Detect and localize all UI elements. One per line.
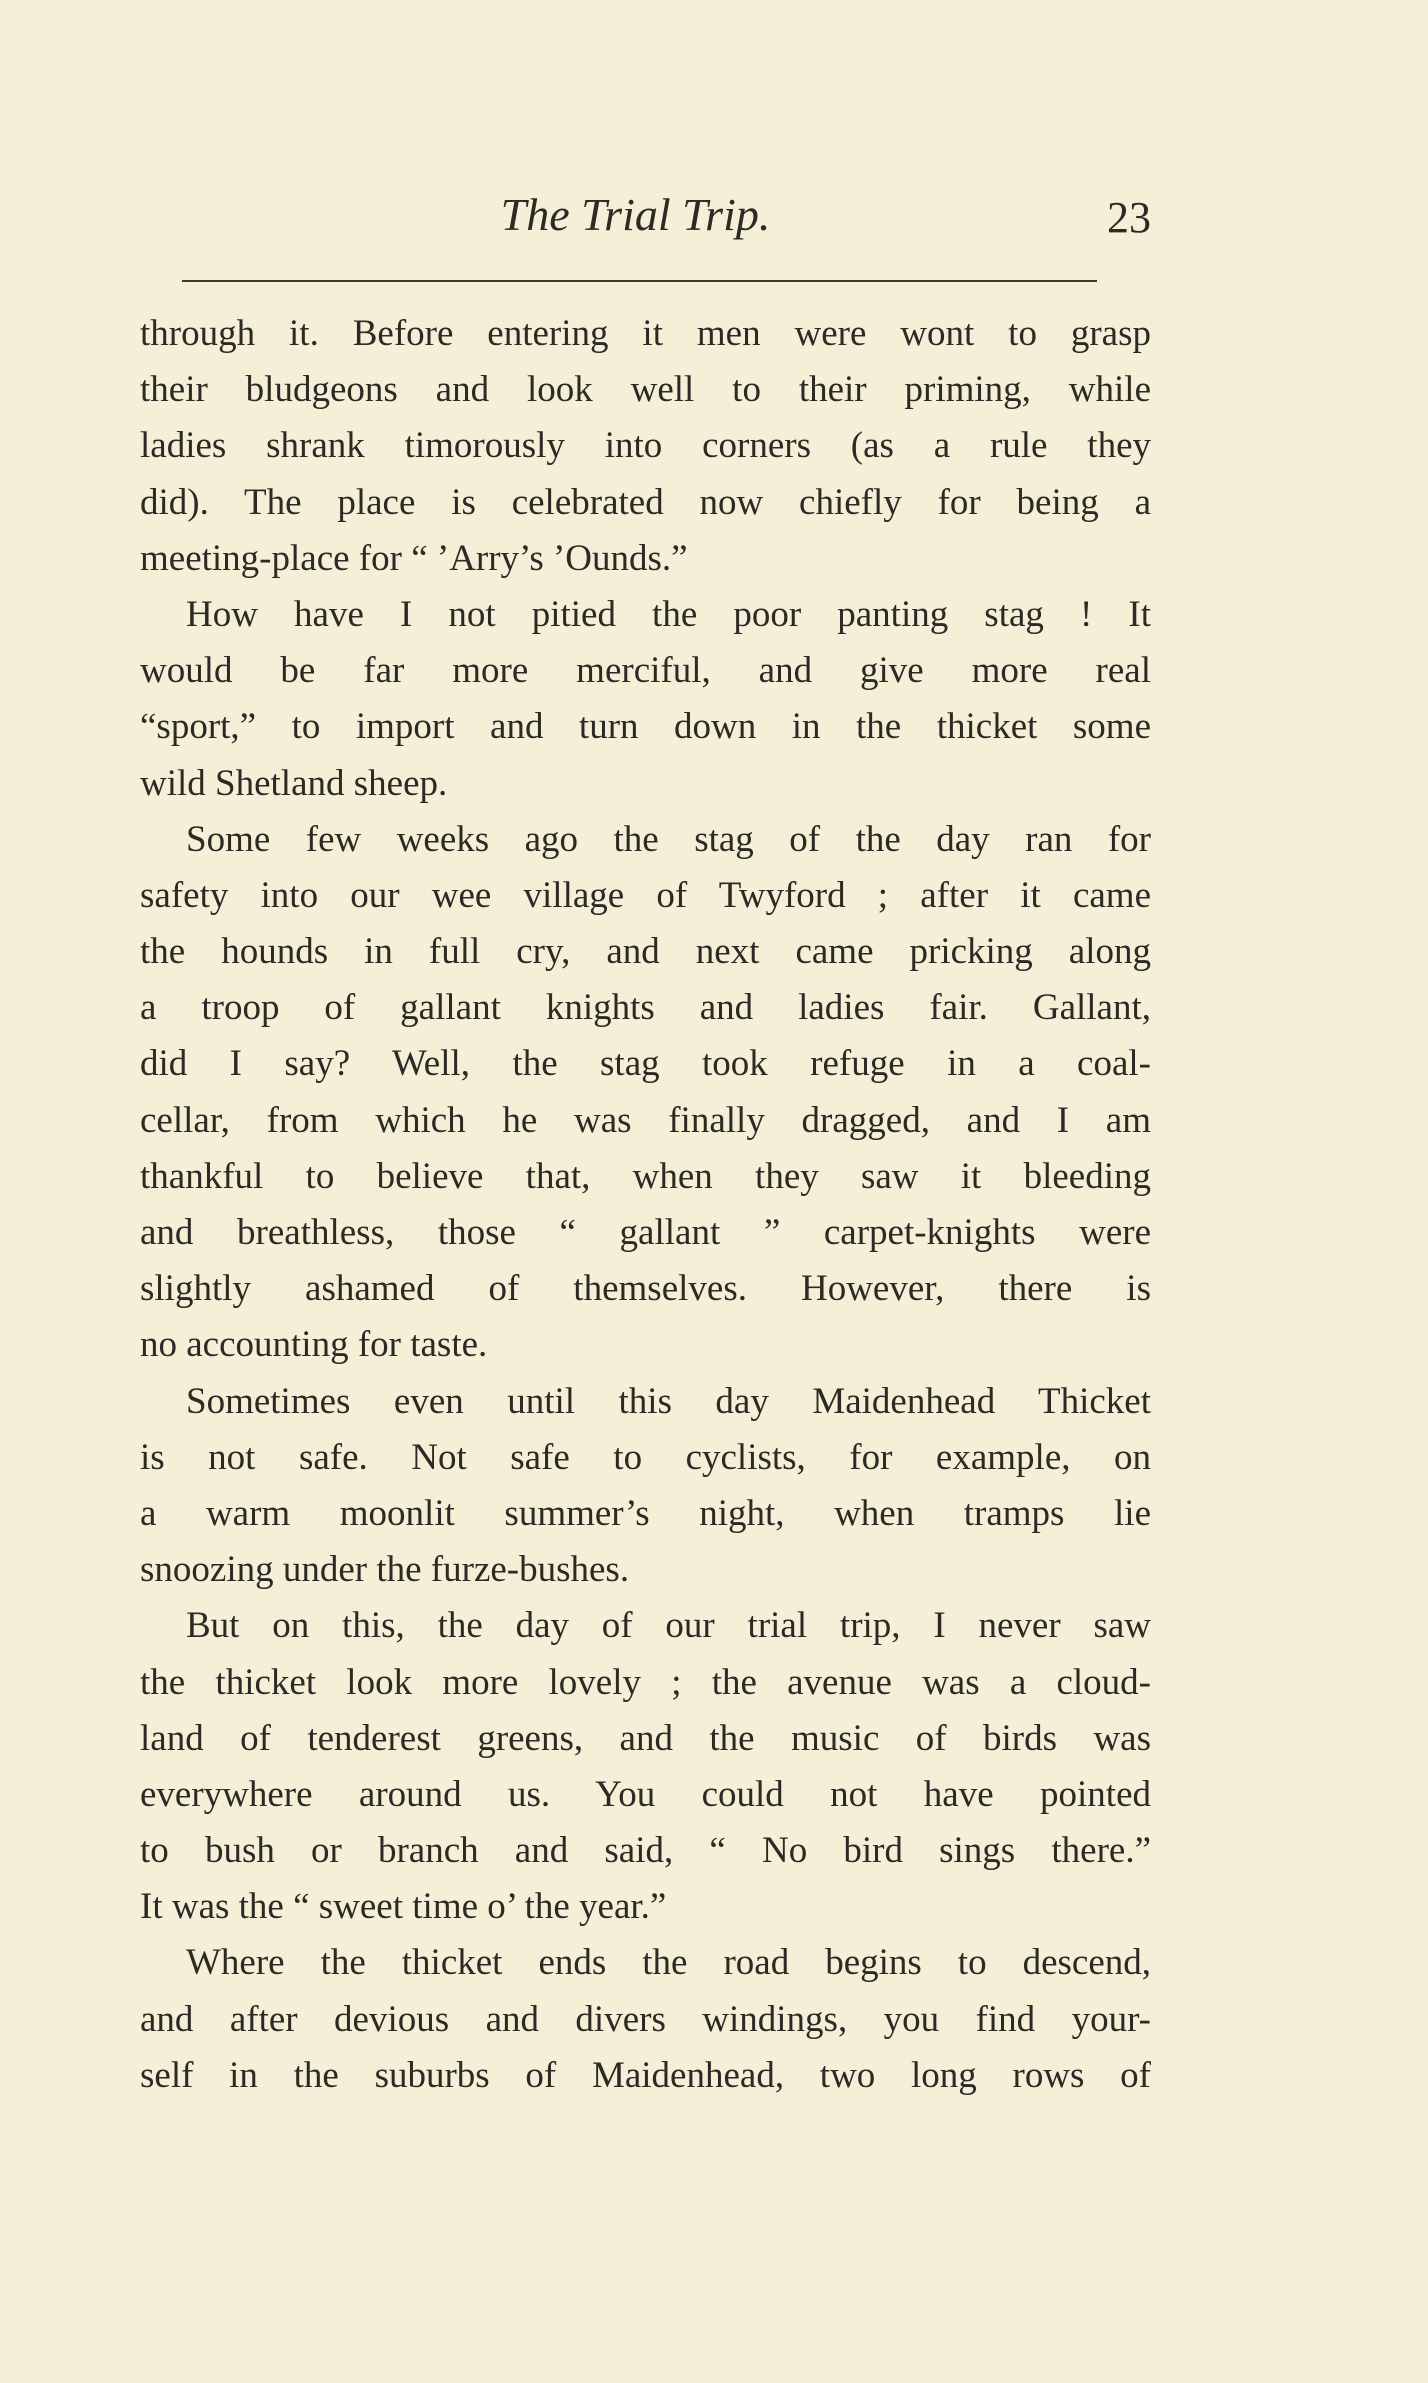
text-line: How have I not pitied the poor panting stag ! It (186, 593, 1151, 635)
text-line: to bush or branch and said, “ No bird sings there.” (140, 1830, 1151, 1872)
text-line: land of tenderest greens, and the music of birds was (140, 1717, 1151, 1759)
text-line: a troop of gallant knights and ladies fair. Gallant, (140, 987, 1151, 1029)
text-line: thankful to believe that, when they saw it bleeding (140, 1155, 1151, 1197)
text-line: a warm moonlit summer’s night, when tramps lie (140, 1492, 1151, 1534)
text-line: did). The place is celebrated now chiefly for being a (140, 481, 1151, 523)
text-line: slightly ashamed of themselves. However, there is (140, 1268, 1151, 1310)
running-head (140, 188, 1151, 248)
text-line: But on this, the day of our trial trip, I never saw (186, 1605, 1151, 1647)
text-line: self in the suburbs of Maidenhead, two long rows of (140, 2054, 1151, 2096)
text-line: is not safe. Not safe to cyclists, for example, on (140, 1436, 1151, 1478)
text-line: It was the “ sweet time o’ the year.” (140, 1886, 667, 1928)
text-line: everywhere around us. You could not have pointed (140, 1773, 1151, 1815)
text-line: and after devious and divers windings, you find your- (140, 1998, 1151, 2040)
text-line: the hounds in full cry, and next came pricking along (140, 931, 1151, 973)
text-line: did I say? Well, the stag took refuge in a coal- (140, 1043, 1151, 1085)
page-number: 23 (1107, 193, 1151, 242)
header-rule (182, 280, 1097, 282)
text-line: the thicket look more lovely ; the avenue was a cloud- (140, 1661, 1151, 1703)
text-line: would be far more merciful, and give more real (140, 650, 1151, 692)
text-line: Sometimes even until this day Maidenhead Thicket (186, 1380, 1151, 1422)
text-line: through it. Before entering it men were wont to grasp (140, 313, 1151, 354)
text-line: and breathless, those “ gallant ” carpet-knights were (140, 1212, 1151, 1253)
text-line: wild Shetland sheep. (140, 762, 448, 804)
text-line: their bludgeons and look well to their priming, while (140, 369, 1151, 411)
text-line: no accounting for taste. (140, 1324, 488, 1366)
text-line: Some few weeks ago the stag of the day ran for (186, 818, 1151, 860)
text-line: snoozing under the furze-bushes. (140, 1549, 630, 1591)
text-line: Where the thicket ends the road begins to descend, (186, 1942, 1151, 1984)
running-title: The Trial Trip. (500, 189, 771, 240)
text-line: “sport,” to import and turn down in the thicket some (140, 706, 1151, 748)
text-line: meeting-place for “ ’Arry’s ’Ounds.” (140, 537, 688, 579)
text-line: safety into our wee village of Twyford ; after it came (140, 874, 1151, 916)
text-line: cellar, from which he was finally dragged, and I am (140, 1099, 1151, 1141)
body-text (140, 306, 1151, 2104)
text-line: ladies shrank timorously into corners (as a rule they (140, 425, 1151, 467)
